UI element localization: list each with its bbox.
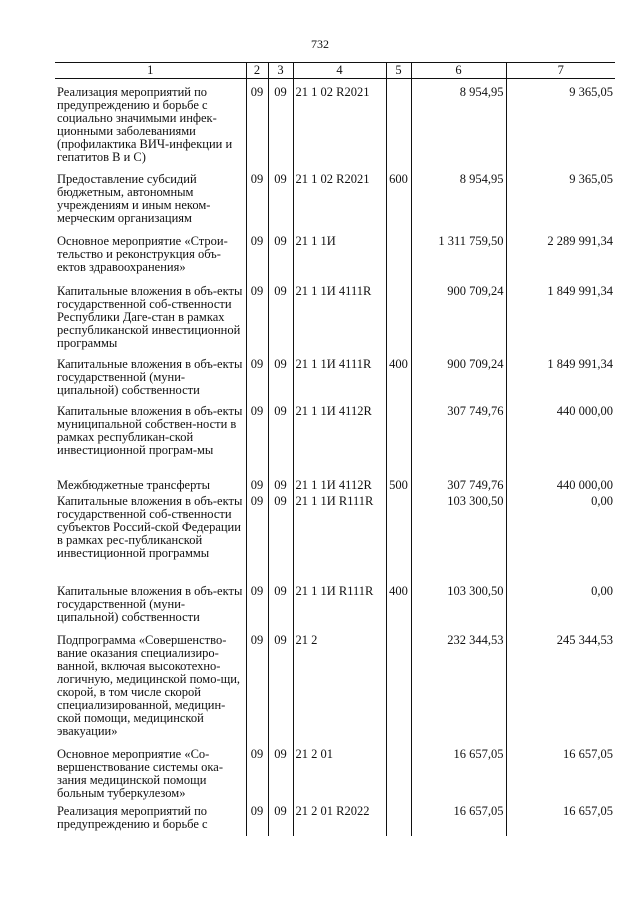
row-expense-type: 500	[386, 474, 411, 494]
table-header	[55, 63, 615, 79]
column-header: 7	[506, 63, 615, 79]
row-name: Основное мероприятие «Строи-тельство и реконструкция объ-ектов здравоохранения»	[57, 234, 228, 274]
row-name: Реализация мероприятий по предупреждению и борьбе с социально значимыми инфек-ционными заболеваниями (профилактика ВИЧ-инфекции и гепатитов В и С)	[57, 85, 233, 164]
row-section: 09	[246, 354, 268, 400]
row-subsection: 09	[268, 741, 293, 800]
row-amount-2: 9 365,05	[506, 79, 615, 165]
row-section: 09	[246, 225, 268, 276]
row-amount-2: 440 000,00	[506, 474, 615, 494]
row-amount-2: 16 657,05	[506, 741, 615, 800]
row-amount-2: 1 849 991,34	[506, 354, 615, 400]
row-expense-type	[386, 494, 411, 580]
table-row	[55, 400, 615, 474]
row-name: Капитальные вложения в объ-екты муниципальной собствен-ности в рамках республикан-ской инвестиционной програм-мы	[57, 404, 243, 457]
table-body	[55, 79, 615, 837]
row-expense-type	[386, 225, 411, 276]
row-amount-1: 232 344,53	[411, 627, 506, 741]
row-name: Межбюджетные трансферты	[57, 478, 211, 492]
row-subsection: 09	[268, 400, 293, 474]
row-amount-1: 8 954,95	[411, 164, 506, 225]
row-amount-1: 103 300,50	[411, 494, 506, 580]
table-row	[55, 800, 615, 836]
table-row	[55, 225, 615, 276]
row-expense-type: 400	[386, 354, 411, 400]
row-section: 09	[246, 741, 268, 800]
table-row	[55, 627, 615, 741]
budget-table	[55, 62, 615, 836]
row-subsection: 09	[268, 354, 293, 400]
row-target-code: 21 1 02 R2021	[293, 79, 386, 165]
row-expense-type	[386, 79, 411, 165]
row-expense-type	[386, 800, 411, 836]
row-target-code: 21 1 1И R111R	[293, 580, 386, 627]
row-name: Предоставление субсидий бюджетным, автономным учреждениям и иным неком-мерческим организациям	[57, 172, 211, 225]
row-name: Капитальные вложения в объ-екты государственной (муни-ципальной) собственности	[57, 357, 243, 397]
row-name: Капитальные вложения в объ-екты государственной соб-ственности субъектов Россий-ской Федерации в рамках рес-публиканской инвестиционной программы	[57, 494, 243, 560]
row-amount-1: 8 954,95	[411, 79, 506, 165]
row-section: 09	[246, 800, 268, 836]
row-amount-2: 1 849 991,34	[506, 276, 615, 354]
row-subsection: 09	[268, 276, 293, 354]
row-expense-type	[386, 400, 411, 474]
row-subsection: 09	[268, 164, 293, 225]
row-amount-2: 16 657,05	[506, 800, 615, 836]
row-expense-type: 600	[386, 164, 411, 225]
table-row	[55, 580, 615, 627]
row-target-code: 21 1 1И 4112R	[293, 474, 386, 494]
row-target-code: 21 2 01	[293, 741, 386, 800]
row-expense-type	[386, 741, 411, 800]
column-header: 6	[411, 63, 506, 79]
row-subsection: 09	[268, 474, 293, 494]
row-name: Капитальные вложения в объ-екты государственной соб-ственности Республики Даге-стан в рамках республиканской инвестиционной программы	[57, 284, 243, 350]
column-header: 4	[293, 63, 386, 79]
row-expense-type	[386, 276, 411, 354]
row-subsection: 09	[268, 627, 293, 741]
row-target-code: 21 1 1И	[293, 225, 386, 276]
row-expense-type	[386, 627, 411, 741]
row-target-code: 21 1 1И 4112R	[293, 400, 386, 474]
row-name: Подпрограмма «Совершенство-вание оказания специализиро-ванной, включая высокотехно-логичную, медицинской помо-щи, скорой, в том числе скорой специализированной, медицин-ской помощи, медицинской эвакуации»	[57, 633, 241, 738]
row-amount-1: 16 657,05	[411, 741, 506, 800]
column-header: 1	[55, 63, 246, 79]
row-target-code: 21 2	[293, 627, 386, 741]
row-section: 09	[246, 494, 268, 580]
row-amount-2: 0,00	[506, 494, 615, 580]
column-header: 2	[246, 63, 268, 79]
table-row	[55, 741, 615, 800]
row-amount-1: 307 749,76	[411, 474, 506, 494]
row-amount-2: 440 000,00	[506, 400, 615, 474]
row-expense-type: 400	[386, 580, 411, 627]
row-amount-1: 1 311 759,50	[411, 225, 506, 276]
table-row	[55, 354, 615, 400]
row-section: 09	[246, 164, 268, 225]
row-subsection: 09	[268, 494, 293, 580]
row-amount-1: 900 709,24	[411, 354, 506, 400]
column-header: 3	[268, 63, 293, 79]
header-row	[55, 63, 615, 79]
row-target-code: 21 1 02 R2021	[293, 164, 386, 225]
row-amount-1: 900 709,24	[411, 276, 506, 354]
row-amount-1: 307 749,76	[411, 400, 506, 474]
row-amount-2: 9 365,05	[506, 164, 615, 225]
row-section: 09	[246, 400, 268, 474]
row-name: Основное мероприятие «Со-вершенствование системы ока-зания медицинской помощи больным туберкулезом»	[57, 747, 223, 800]
table-row	[55, 79, 615, 165]
row-subsection: 09	[268, 225, 293, 276]
row-section: 09	[246, 580, 268, 627]
table-row	[55, 164, 615, 225]
row-name: Реализация мероприятий по предупреждению и борьбе с	[57, 804, 208, 831]
row-section: 09	[246, 627, 268, 741]
row-target-code: 21 1 1И R111R	[293, 494, 386, 580]
table-row	[55, 494, 615, 580]
row-amount-1: 103 300,50	[411, 580, 506, 627]
row-amount-2: 2 289 991,34	[506, 225, 615, 276]
row-subsection: 09	[268, 800, 293, 836]
row-target-code: 21 1 1И 4111R	[293, 276, 386, 354]
row-amount-2: 245 344,53	[506, 627, 615, 741]
column-header: 5	[386, 63, 411, 79]
row-target-code: 21 1 1И 4111R	[293, 354, 386, 400]
row-subsection: 09	[268, 580, 293, 627]
row-name: Капитальные вложения в объ-екты государственной (муни-ципальной) собственности	[57, 584, 243, 624]
row-section: 09	[246, 474, 268, 494]
page-number: 732	[311, 37, 329, 51]
table-row	[55, 276, 615, 354]
row-section: 09	[246, 79, 268, 165]
row-section: 09	[246, 276, 268, 354]
table-row	[55, 474, 615, 494]
row-amount-2: 0,00	[506, 580, 615, 627]
row-target-code: 21 2 01 R2022	[293, 800, 386, 836]
row-amount-1: 16 657,05	[411, 800, 506, 836]
row-subsection: 09	[268, 79, 293, 165]
